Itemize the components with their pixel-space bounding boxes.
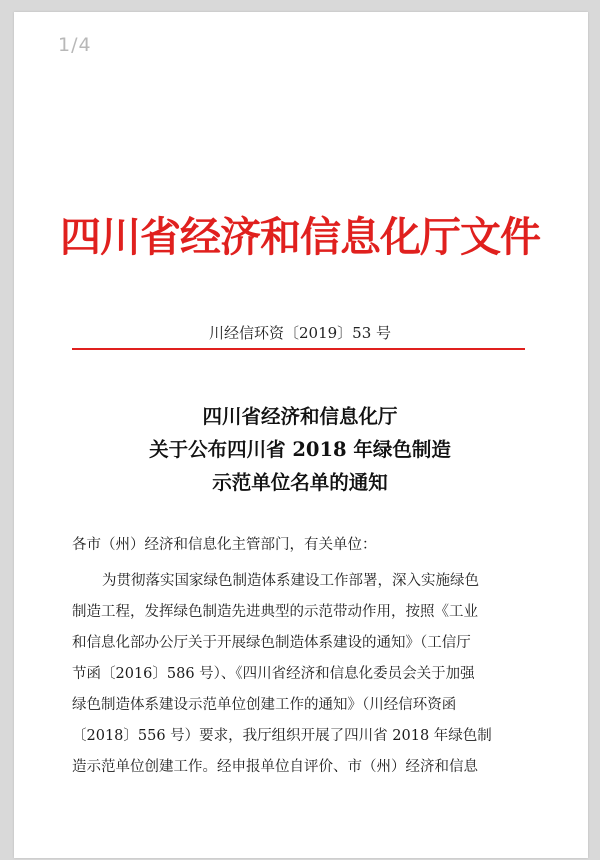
salutation: 各市（州）经济和信息化主管部门，有关单位： (72, 537, 377, 553)
document-number: 川经信环资〔2019〕53 号 (208, 324, 392, 342)
body-line: 节函〔2016〕586 号）、《四川省经济和信息化委员会关于加强 (72, 666, 475, 682)
title-line: 关于公布四川省 2018 年绿色制造 (149, 438, 451, 461)
body-paragraph (72, 566, 532, 783)
body-line: 〔2018〕556 号）要求，我厅组织开展了四川省 2018 年绿色制 (72, 728, 492, 744)
title-line: 示范单位名单的通知 (212, 471, 388, 494)
body-line: 和信息化部办公厅关于开展绿色制造体系建设的通知》（工信厅 (72, 635, 471, 651)
page-counter: 1/4 (58, 34, 92, 56)
document-header: 四川省经济和信息化厅文件 (60, 213, 540, 261)
body-line: 绿色制造体系建设示范单位创建工作的通知》（川经信环资函 (72, 697, 457, 713)
body-line: 制造工程，发挥绿色制造先进典型的示范带动作用，按照《工业 (72, 604, 478, 620)
body-line: 造示范单位创建工作。经申报单位自评价、市（州）经济和信息 (72, 759, 478, 775)
red-divider-line (72, 348, 525, 350)
body-line: 为贯彻落实国家绿色制造体系建设工作部署，深入实施绿色 (102, 573, 479, 589)
title-line: 四川省经济和信息化厅 (202, 405, 398, 428)
notice-title (0, 400, 600, 499)
